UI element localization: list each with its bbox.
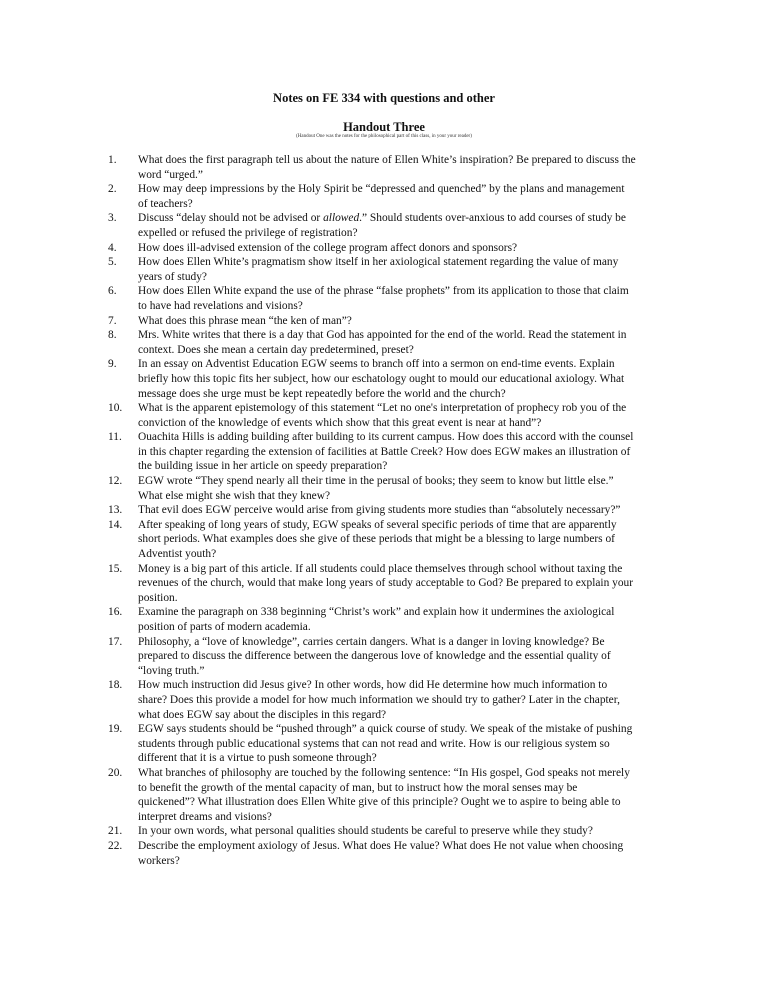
question-item [108,824,636,839]
question-item [108,474,636,503]
question-item [108,241,636,256]
question-text: What does this phrase mean “the ken of man”? [138,314,352,327]
question-text: Philosophy, a “love of knowledge”, carries certain dangers. What is a danger in loving knowledge? Be prepared to discuss the difference between the dangerous love of knowledge and the essential quality of “loving truth.” [138,635,611,677]
question-text: Examine the paragraph on 338 beginning “Christ’s work” and explain how it undermines the axiological position of parts of modern academia. [138,606,615,633]
question-number: 2. [108,183,117,196]
question-item [108,430,636,474]
question-number: 12. [108,475,123,488]
question-item [108,211,636,240]
question-number: 6. [108,285,117,298]
question-number: 19. [108,723,123,736]
question-item [108,562,636,606]
question-item [108,518,636,562]
question-number: 16. [108,606,123,619]
question-item [108,839,636,868]
question-number: 13. [108,504,123,517]
question-item [108,182,636,211]
question-number: 5. [108,256,117,269]
question-text: How may deep impressions by the Holy Spirit be “depressed and quenched” by the plans and management of teachers? [138,183,625,210]
question-item [108,722,636,766]
question-text: How does Ellen White expand the use of the phrase “false prophets” from its application to those that claim to have had revelations and visions? [138,285,629,312]
question-item [108,766,636,824]
question-item [108,357,636,401]
question-text: Mrs. White writes that there is a day that God has appointed for the end of the world. Read the statement in context. Does she mean a certain day predetermined, preset? [138,329,627,356]
question-item [108,678,636,722]
question-text: What is the apparent epistemology of this statement “Let no one's interpretation of prophecy rob you of the conviction of the knowledge of events which show that this great event is near at hand”? [138,402,627,429]
question-text: That evil does EGW perceive would arise from giving students more studies than “absolutely necessary?” [138,504,621,517]
question-text: Describe the employment axiology of Jesus. What does He value? What does He not value when choosing workers? [138,839,624,867]
question-text: EGW says students should be “pushed through” a quick course of study. We speak of the mistake of pushing students through public educational systems that can not read and write. How is our religious system so different that it is a virtue to push someone through? [138,723,633,765]
question-item [108,503,636,518]
question-item [108,153,636,182]
question-text: In an essay on Adventist Education EGW seems to branch off into a sermon on end-time events. Explain briefly how this topic fits her subject, how our eschatology ought to mould our educational axiology. What message does she urge must be kept repeatedly before the world and the church? [138,358,625,400]
question-number: 4. [108,241,117,254]
emphasis-text: allowed [323,212,360,225]
question-item [108,635,636,679]
question-number: 14. [108,518,123,531]
document-title: Notes on FE 334 with questions and other [273,91,495,105]
question-number: 9. [108,358,117,371]
question-text: How much instruction did Jesus give? In other words, how did He determine how much information to share? Does this provide a model for how much information we should try to gather? Later in the chapter, what does EGW say about the disciples in this regard? [138,679,620,721]
question-number: 22. [108,839,123,852]
question-number: 18. [108,679,123,692]
question-item [108,284,636,313]
question-text: How does ill-advised extension of the college program affect donors and sponsors? [138,241,518,254]
question-number: 3. [108,212,117,225]
question-text: What branches of philosophy are touched by the following sentence: “In His gospel, God speaks not merely to benefit the growth of the mental capacity of man, but to instruct how the moral senses may be quickened”? What illustration does Ellen White give of this principle? Ought we to aspire to being able to interpret dreams and visions? [138,766,630,823]
question-number: 17. [108,635,123,648]
question-number: 21. [108,825,123,838]
question-number: 7. [108,314,117,327]
question-number: 11. [108,431,122,444]
question-number: 20. [108,766,123,779]
question-item [108,401,636,430]
question-item [108,255,636,284]
question-text: What does the first paragraph tell us about the nature of Ellen White’s inspiration? Be prepared to discuss the word “urged.” [138,154,636,181]
question-item [108,314,636,329]
question-text: Ouachita Hills is adding building after building to its current campus. How does this accord with the counsel in this chapter regarding the extension of facilities at Battle Creek? How does EGW makes an illustration of the building issue in her article on speedy preparation? [138,431,634,473]
question-text: After speaking of long years of study, EGW speaks of several specific periods of time that are apparently short periods. What examples does she give of these periods that might be a blessing to large numbers of Adventist youth? [138,518,617,561]
question-list [108,153,636,868]
question-number: 1. [108,154,117,166]
question-number: 10. [108,402,123,415]
question-text: EGW wrote “They spend nearly all their time in the perusal of books; they seem to know but little else.” What else might she wish that they knew? [138,475,614,502]
handout-subtitle: Handout Three [343,120,425,134]
question-item [108,605,636,634]
question-text: Money is a big part of this article. If all students could place themselves through school without taxing the revenues of the church, would that make long years of study acceptable to God? Be prepared to explain your position. [138,562,634,604]
question-text: In your own words, what personal qualities should students be careful to preserve while they study? [138,825,593,838]
question-text: Discuss “delay should not be advised or allowed.” Should students over-anxious to add courses of study be expelled or refused the privilege of registration? [138,212,626,239]
question-number: 15. [108,562,123,575]
question-number: 8. [108,329,117,342]
question-text: How does Ellen White’s pragmatism show itself in her axiological statement regarding the value of many years of study? [138,256,619,283]
question-item [108,328,636,357]
handout-note: (Handout One was the notes for the philosophical part of this class, in your your reader) [296,134,472,139]
